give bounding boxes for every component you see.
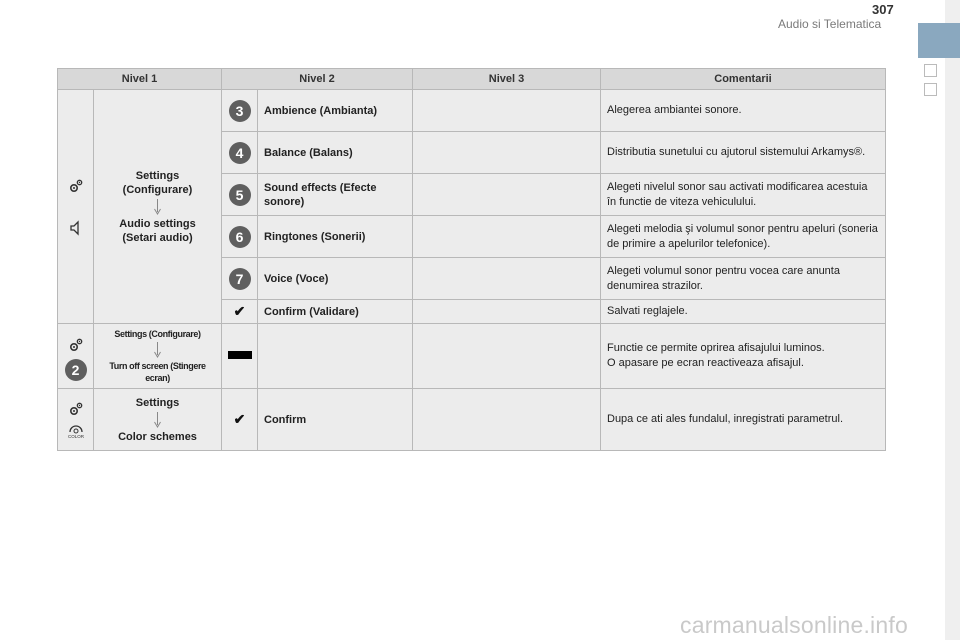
checkmark-icon: ✔ xyxy=(233,411,246,427)
level1-icon-cell xyxy=(58,389,94,451)
comment-text: Alegerea ambiantei sonore. xyxy=(601,90,886,132)
level2-empty xyxy=(258,324,413,389)
level3-empty xyxy=(413,389,601,451)
nav-settings: Settings (Configurare) xyxy=(114,329,201,339)
level3-empty xyxy=(413,258,601,300)
column-header-nivel1: Nivel 1 xyxy=(58,69,222,90)
number-badge: 2 xyxy=(65,359,87,381)
arrow-down-icon xyxy=(154,412,161,428)
speaker-icon xyxy=(68,220,84,236)
setting-label: Sound effects (Efecte sonore) xyxy=(258,174,413,216)
setting-label: Confirm xyxy=(258,389,413,451)
comment-text xyxy=(601,324,886,389)
table-header-row xyxy=(58,69,886,90)
comment-line: Functie ce permite oprirea afisajului luminos. xyxy=(607,342,825,354)
level1-icon-cell xyxy=(58,324,94,389)
nav-audio-settings: Audio settings xyxy=(119,217,196,230)
nav-settings: Settings xyxy=(135,169,180,182)
nav-settings: Settings xyxy=(135,396,180,409)
setting-label: Balance (Balans) xyxy=(258,132,413,174)
table-row xyxy=(58,90,886,132)
arrow-down-icon xyxy=(154,199,161,215)
column-header-nivel2: Nivel 2 xyxy=(222,69,413,90)
level3-empty xyxy=(413,300,601,324)
page-edge-strip xyxy=(945,0,960,640)
screen-off-icon xyxy=(228,351,252,359)
tab-box-bottom xyxy=(924,83,937,96)
setting-label: Ambience (Ambianta) xyxy=(258,90,413,132)
color-scheme-icon xyxy=(66,423,86,439)
column-header-nivel3: Nivel 3 xyxy=(413,69,601,90)
nav-setari-audio: (Setari audio) xyxy=(122,231,193,244)
tab-box-top xyxy=(924,64,937,77)
level3-empty xyxy=(413,90,601,132)
level3-empty xyxy=(413,174,601,216)
level3-empty xyxy=(413,216,601,258)
number-badge: 6 xyxy=(229,226,251,248)
number-badge: 5 xyxy=(229,184,251,206)
setting-label: Voice (Voce) xyxy=(258,258,413,300)
watermark: carmanualsonline.info xyxy=(680,612,908,638)
level1-nav-cell xyxy=(94,90,222,324)
level3-empty xyxy=(413,132,601,174)
section-title: Audio si Telematica xyxy=(778,17,882,31)
settings-gear-icon xyxy=(68,337,84,353)
settings-gear-icon xyxy=(68,401,84,417)
column-header-comentarii: Comentarii xyxy=(601,69,886,90)
number-badge: 4 xyxy=(229,142,251,164)
level1-icon-cell xyxy=(58,90,94,324)
setting-label: Ringtones (Sonerii) xyxy=(258,216,413,258)
level3-empty xyxy=(413,324,601,389)
comment-text: Alegeti volumul sonor pentru vocea care anunta denumirea strazilor. xyxy=(601,258,886,300)
color-icon-text: COLOR xyxy=(67,433,84,439)
comment-text: Dupa ce ati ales fundalul, inregistrati parametrul. xyxy=(601,389,886,451)
checkmark-icon: ✔ xyxy=(233,303,246,319)
number-badge: 7 xyxy=(229,268,251,290)
nav-configurare: (Configurare) xyxy=(122,183,193,196)
setting-label: Confirm (Validare) xyxy=(258,300,413,324)
page-number: 307 xyxy=(872,2,894,17)
marker-cell xyxy=(222,132,258,174)
marker-cell xyxy=(222,216,258,258)
settings-gear-icon xyxy=(68,178,84,194)
marker-cell xyxy=(222,174,258,216)
comment-text: Distributia sunetului cu ajutorul sistemului Arkamys®. xyxy=(601,132,886,174)
marker-cell xyxy=(222,324,258,389)
table-row xyxy=(58,324,886,389)
number-badge: 3 xyxy=(229,100,251,122)
marker-cell xyxy=(222,389,258,451)
comment-text: Alegeti melodia şi volumul sonor pentru apeluri (soneria de primire a apelurilor telefonice). xyxy=(601,216,886,258)
comment-text: Salvati reglajele. xyxy=(601,300,886,324)
level1-nav-cell xyxy=(94,389,222,451)
marker-cell xyxy=(222,300,258,324)
arrow-down-icon xyxy=(154,342,161,358)
marker-cell xyxy=(222,90,258,132)
level1-nav-cell xyxy=(94,324,222,389)
nav-color-schemes: Color schemes xyxy=(118,430,197,443)
comment-text: Alegeti nivelul sonor sau activati modificarea acestuia în functie de viteza vehiculului. xyxy=(601,174,886,216)
table-row xyxy=(58,389,886,451)
marker-cell xyxy=(222,258,258,300)
chapter-tab xyxy=(918,23,960,58)
settings-table xyxy=(57,68,886,451)
comment-line: O apasare pe ecran reactiveaza afisajul. xyxy=(607,357,804,369)
nav-turn-off-screen: Turn off screen (Stingere ecran) xyxy=(109,361,206,383)
